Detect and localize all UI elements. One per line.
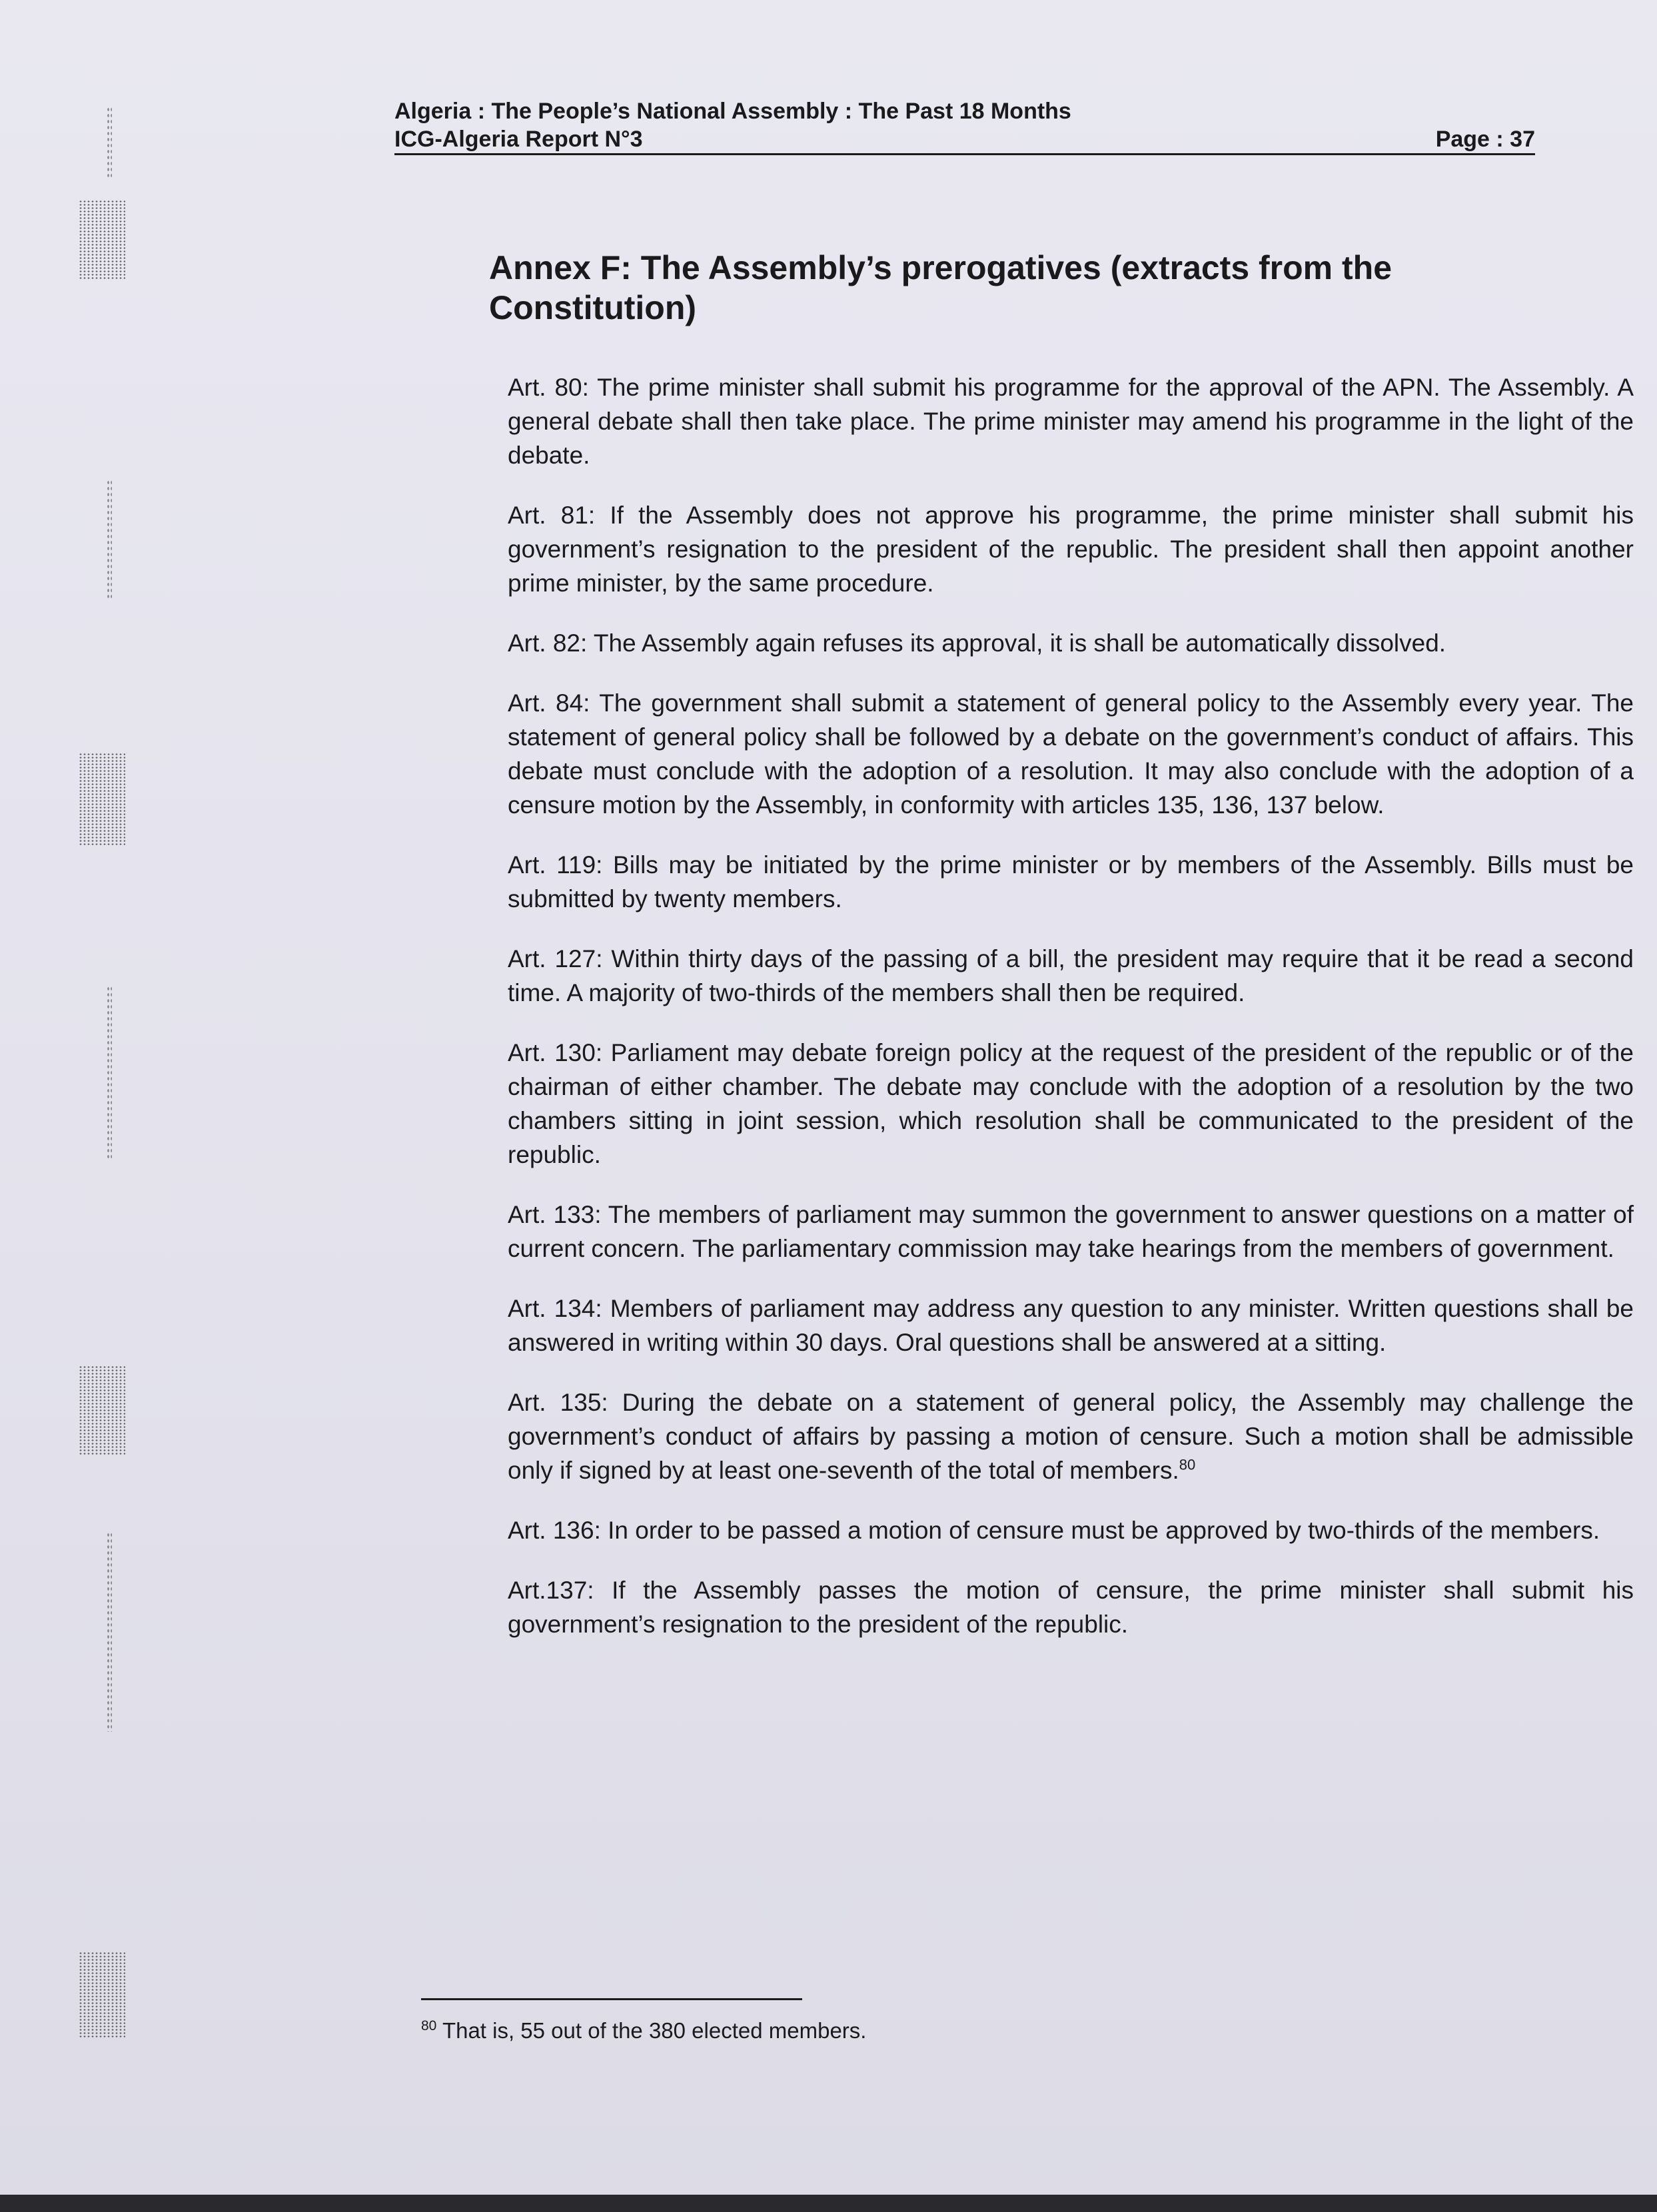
scan-bottom-edge <box>0 2195 1657 2212</box>
page-number: Page : 37 <box>1435 127 1535 152</box>
binder-hole-mark <box>79 200 125 280</box>
header-rule-line <box>394 125 1535 155</box>
header-title: Algeria : The People’s National Assembly : The Past 18 Months <box>394 99 1071 124</box>
annex-title: Annex F: The Assembly’s prerogatives (extracts from the Constitution) <box>489 249 1392 326</box>
article-119: Art. 119: Bills may be initiated by the prime minister or by members of the Assembly. Bills must be submitted by twenty members. <box>508 851 1634 913</box>
article-134: Art. 134: Members of parliament may address any question to any minister. Written questions shall be answered in writing within 30 days. Oral questions shall be answered at a sitting. <box>508 1295 1634 1356</box>
article-137: Art.137: If the Assembly passes the motion of censure, the prime minister shall submit his government’s resignation to the president of the republic. <box>508 1577 1634 1638</box>
article-133: Art. 133: The members of parliament may summon the government to answer questions on a matter of current concern. The parliamentary commission may take hearings from the members of government. <box>508 1201 1634 1262</box>
binder-hole-mark <box>79 753 125 846</box>
article-135-text: Art. 135: During the debate on a statement of general policy, the Assembly may challenge the government’s conduct of affairs by passing a motion of censure. Such a motion shall be admissible only if signed by at least one-seventh of the total of members. <box>508 1389 1634 1484</box>
article-80: Art. 80: The prime minister shall submit his programme for the approval of the APN. The Assembly. A general debate shall then take place. The prime minister may amend his programme in the light of the debate. <box>508 374 1634 469</box>
scan-speck <box>107 107 112 180</box>
footnote-marker: 80 <box>421 2018 437 2033</box>
report-id: ICG-Algeria Report N°3 <box>394 127 643 152</box>
article-136: Art. 136: In order to be passed a motion of censure must be approved by two-thirds of the members. <box>508 1517 1600 1544</box>
footnote-reference[interactable]: 80 <box>1179 1456 1196 1473</box>
binder-hole-mark <box>79 1365 125 1455</box>
binder-hole-mark <box>79 1952 125 2038</box>
scan-speck <box>107 986 112 1159</box>
scan-speck <box>107 1532 112 1732</box>
article-130: Art. 130: Parliament may debate foreign policy at the request of the president of the republic or of the chairman of either chamber. The debate may conclude with the adoption of a resolution by the two chambers sitting in joint session, which resolution shall be communicated to the president of the republic. <box>508 1039 1634 1168</box>
article-82: Art. 82: The Assembly again refuses its approval, it is shall be automatically dissolved. <box>508 629 1446 657</box>
article-81: Art. 81: If the Assembly does not approve his programme, the prime minister shall submit his government’s resignation to the president of the republic. The president shall then appoint another prime minister, by the same procedure. <box>508 502 1634 597</box>
footnote <box>421 2016 866 2045</box>
page-header <box>394 97 1535 155</box>
articles-list <box>508 370 1634 1667</box>
footnote-divider <box>421 1998 802 2000</box>
footnote-text: That is, 55 out of the 380 elected members. <box>442 2018 867 2043</box>
scan-speck <box>107 480 112 599</box>
article-135 <box>508 1385 1634 1487</box>
article-127: Art. 127: Within thirty days of the passing of a bill, the president may require that it be read a second time. A majority of two-thirds of the members shall then be required. <box>508 945 1634 1006</box>
article-84: Art. 84: The government shall submit a statement of general policy to the Assembly every year. The statement of general policy shall be followed by a debate on the government’s conduct of affairs. This debate must conclude with the adoption of a resolution. It may also conclude with the adoption of a censure motion by the Assembly, in conformity with articles 135, 136, 137 below. <box>508 689 1634 819</box>
